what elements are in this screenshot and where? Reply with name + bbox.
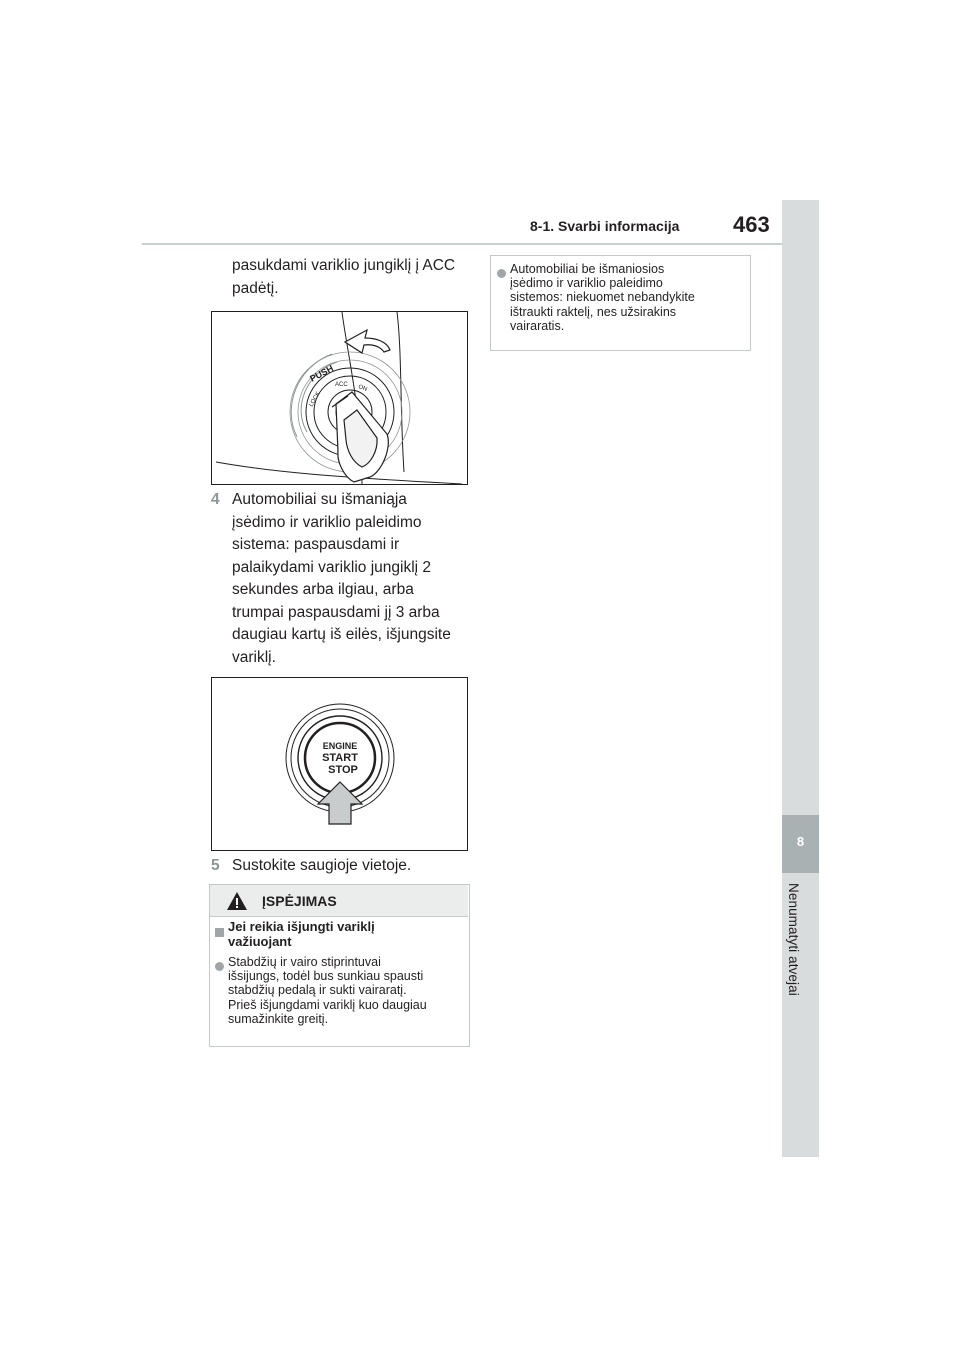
text-line: ištraukti raktelį, nes užsirakins bbox=[510, 304, 677, 319]
warning-heading bbox=[228, 920, 375, 949]
text-line: važiuojant bbox=[228, 933, 292, 949]
chapter-number: 8 bbox=[796, 834, 805, 849]
text-line: trumpai paspausdami jį 3 arba bbox=[232, 603, 440, 621]
text-line: pasukdami variklio jungiklį į ACC bbox=[232, 257, 456, 274]
step-4-number-wrap bbox=[211, 489, 220, 512]
text-line: sumažinkite greitį. bbox=[228, 1011, 329, 1026]
text-line: Prieš išjungdami variklį kuo daugiau bbox=[228, 997, 427, 1012]
intro-paragraph bbox=[232, 255, 455, 300]
engine-start-stop-illustration bbox=[212, 678, 467, 850]
text-line: daugiau kartų iš eilės, išjungsite bbox=[232, 626, 451, 643]
text-line: padėtį. bbox=[232, 279, 279, 297]
note-text bbox=[510, 262, 695, 333]
text-line: Stabdžių ir vairo stiprintuvai bbox=[228, 955, 381, 969]
step-number: 4 bbox=[211, 491, 220, 508]
text-line: įsėdimo ir variklio paleidimo bbox=[510, 276, 663, 291]
text-line: Jei reikia išjungti variklį bbox=[228, 919, 375, 934]
chapter-side-tab bbox=[782, 200, 819, 1157]
engine-button-figure bbox=[211, 677, 468, 851]
text-line: variklį. bbox=[232, 648, 276, 666]
text-line: sistema: paspausdami ir bbox=[232, 536, 400, 553]
step-number: 5 bbox=[211, 857, 220, 874]
warning-heading-bullet bbox=[215, 924, 224, 942]
on-label: ON bbox=[357, 384, 368, 393]
button-engine-label: ENGINE bbox=[322, 741, 358, 751]
ignition-key-illustration bbox=[212, 312, 467, 484]
step-5-text: Sustokite saugioje vietoje. bbox=[232, 857, 412, 874]
button-start-label: START bbox=[322, 752, 358, 764]
step-4-text bbox=[232, 489, 482, 669]
step-5-number-wrap bbox=[211, 855, 220, 878]
note-bullet bbox=[497, 265, 506, 283]
page-number: 463 bbox=[733, 212, 770, 237]
ignition-key-figure bbox=[211, 311, 468, 485]
button-stop-label: STOP bbox=[328, 764, 358, 776]
warning-triangle-icon bbox=[226, 891, 248, 911]
text-line: stabdžių pedalą ir sukti vairaratį. bbox=[228, 983, 407, 998]
chapter-label: Nenumatyti atvejai bbox=[786, 883, 801, 996]
warning-title: ĮSPĖJIMAS bbox=[262, 893, 337, 909]
text-line: Automobiliai be išmaniosios bbox=[510, 262, 665, 276]
lock-label: LOCK bbox=[308, 390, 322, 408]
text-line: palaikydami variklio jungiklį 2 bbox=[232, 558, 432, 576]
text-line: Automobiliai su išmaniąja bbox=[232, 491, 407, 508]
warning-body-bullet bbox=[215, 958, 224, 976]
push-label: PUSH bbox=[308, 363, 336, 384]
text-line: vairaratis. bbox=[510, 318, 565, 333]
warning-body bbox=[228, 955, 427, 1026]
warning-header bbox=[210, 885, 468, 917]
text-line: išsijungs, todėl bus sunkiau spausti bbox=[228, 969, 424, 984]
section-title: 8-1. Svarbi informacija bbox=[530, 218, 680, 234]
text-line: sistemos: niekuomet nebandykite bbox=[510, 290, 695, 305]
header-rule bbox=[142, 243, 782, 245]
acc-label: ACC bbox=[335, 382, 348, 388]
text-line: sekundes arba ilgiau, arba bbox=[232, 581, 414, 598]
text-line: įsėdimo ir variklio paleidimo bbox=[232, 513, 422, 531]
